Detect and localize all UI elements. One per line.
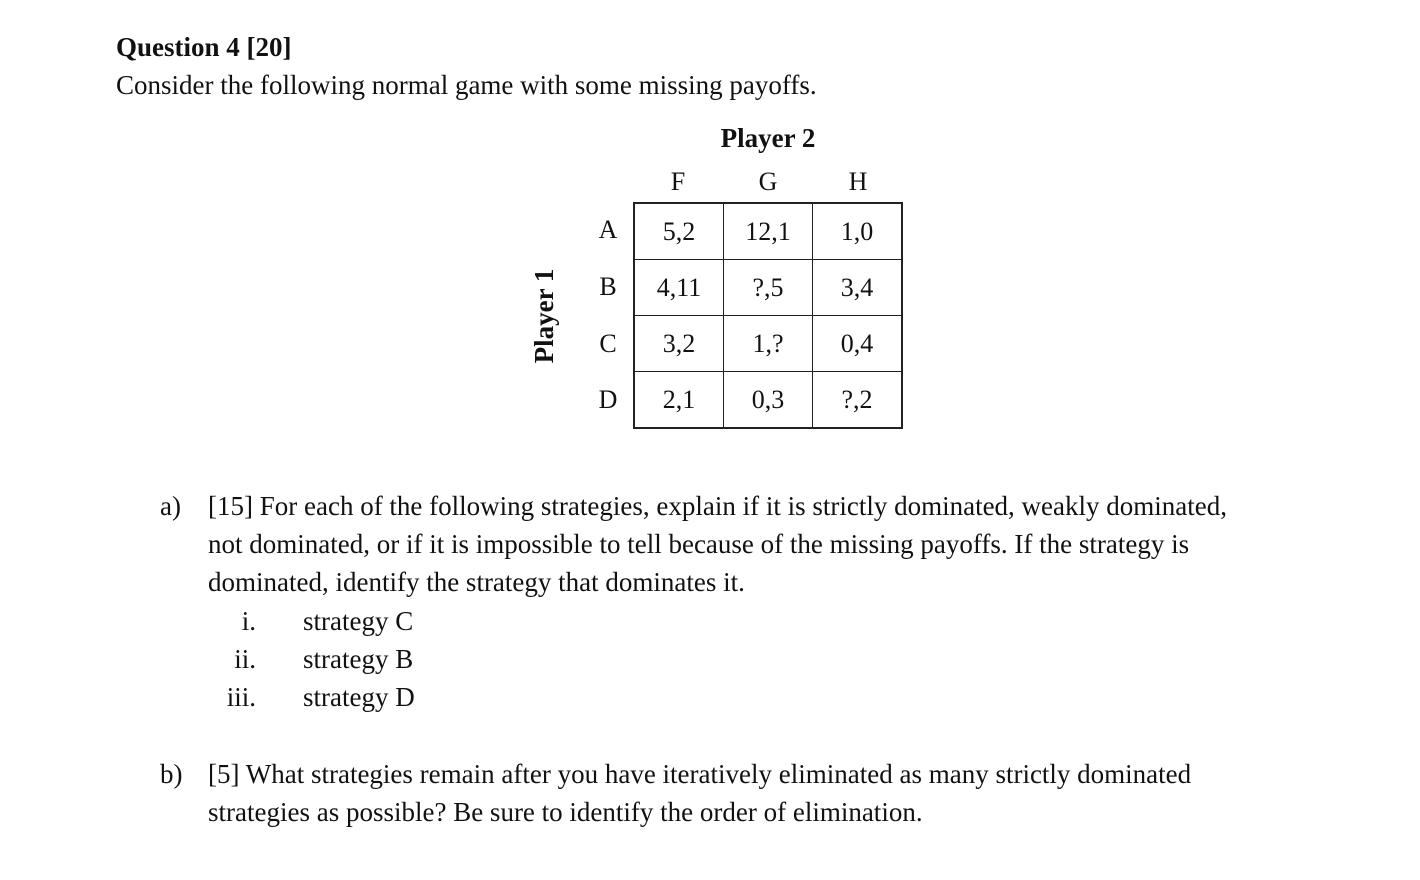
payoff-cell: ?,2 — [813, 372, 903, 429]
item-text: strategy D — [303, 682, 415, 712]
item-number: ii. — [234, 644, 256, 674]
part-a-line: [15] For each of the following strategies, explain if it is strictly dominated, weakly dominated, — [208, 491, 1227, 521]
part-a-text — [208, 487, 1227, 601]
part-a-line: not dominated, or if it is impossible to tell because of the missing payoffs. If the strategy is — [208, 529, 1190, 559]
row-header-a: A — [598, 215, 618, 244]
payoff-cell: 12,1 — [724, 203, 813, 260]
player2-label: Player 2 — [720, 123, 816, 153]
part-b-line: [5] What strategies remain after you have iteratively eliminated as many strictly dominated — [208, 759, 1192, 789]
item-text: strategy C — [303, 606, 414, 636]
column-header-h: H — [848, 167, 868, 196]
row-header-b: B — [599, 272, 617, 301]
column-header-f: F — [670, 167, 686, 196]
item-text: strategy B — [303, 644, 414, 674]
part-b-text — [208, 755, 1191, 831]
question-intro: Consider the following normal game with some missing payoffs. — [116, 70, 817, 100]
payoff-cell: 1,? — [724, 316, 813, 372]
part-b-label: b) — [160, 759, 183, 789]
row-header-d: D — [598, 385, 618, 414]
part-b-line: strategies as possible? Be sure to identify the order of elimination. — [208, 797, 923, 827]
payoff-cell: 5,2 — [634, 203, 724, 260]
payoff-matrix — [633, 202, 903, 429]
part-a-line: dominated, identify the strategy that dominates it. — [208, 567, 745, 597]
payoff-cell: 3,4 — [813, 260, 903, 316]
payoff-cell: 0,3 — [724, 372, 813, 429]
part-a-label: a) — [160, 491, 181, 521]
payoff-cell: 4,11 — [634, 260, 724, 316]
payoff-row-a — [634, 203, 902, 260]
question-heading: Question 4 [20] — [116, 32, 292, 62]
payoff-cell: 1,0 — [813, 203, 903, 260]
payoff-row-d — [634, 372, 902, 429]
row-header-c: C — [599, 329, 617, 358]
item-number: i. — [241, 606, 256, 636]
payoff-cell: ?,5 — [724, 260, 813, 316]
item-number: iii. — [226, 682, 256, 712]
column-header-g: G — [758, 167, 778, 196]
payoff-cell: 3,2 — [634, 316, 724, 372]
payoff-cell: 0,4 — [813, 316, 903, 372]
payoff-cell: 2,1 — [634, 372, 724, 429]
payoff-row-c — [634, 316, 902, 372]
player1-label: Player 1 — [529, 268, 559, 364]
payoff-row-b — [634, 260, 902, 316]
